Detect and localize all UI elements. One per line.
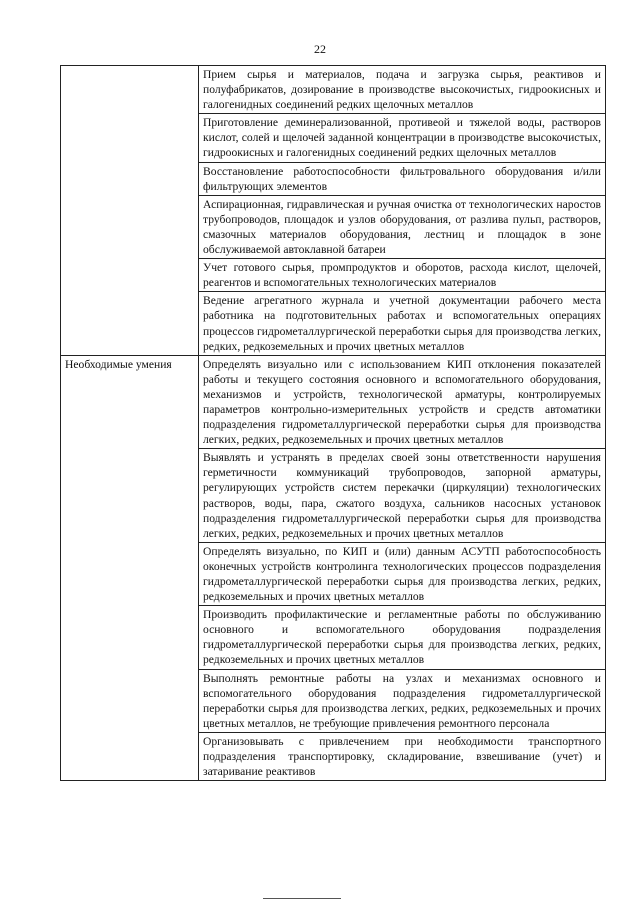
- row-label-empty: [61, 162, 199, 195]
- scan-artifact-line: [263, 898, 341, 899]
- table-cell-text: Организовывать с привлечением при необходимости транспортного подразделения транспортировку, складирование, взвешивание (учет) и затаривание реактивов: [199, 732, 606, 780]
- table-row: [61, 66, 606, 114]
- table-row: [61, 259, 606, 292]
- table-row: [61, 732, 606, 780]
- table-cell-text: Приготовление деминерализованной, противеой и тяжелой воды, растворов кислот, солей и щелочей заданной концентрации в производстве высокочистых, гидроокисных и галогенидных соединений редких щелочных металлов: [199, 114, 606, 162]
- row-label-empty: [61, 542, 199, 605]
- table-row: [61, 114, 606, 162]
- table-cell-text: Аспирационная, гидравлическая и ручная очистка от технологических наростов трубопроводов, площадок и узлов оборудования, от разлива пульп, растворов, смазочных материалов оборудования, лестниц и площадок в зоне обслуживаемой автоклавной батареи: [199, 195, 606, 258]
- table-cell-text: Выявлять и устранять в пределах своей зоны ответственности нарушения герметичности коммуникаций трубопроводов, запорной арматуры, регулирующих устройств систем перекачки (циркуляции) технологических растворов, воды, пара, сжатого воздуха, сальников насосных установок подразделения гидрометаллургической переработки сырья для производства легких, редких, редкоземельных и прочих цветных металлов: [199, 449, 606, 543]
- table-row: [61, 355, 606, 449]
- table-cell-text: Учет готового сырья, промпродуктов и оборотов, расхода кислот, щелочей, реагентов и вспомогательных технологических материалов: [199, 259, 606, 292]
- table-cell-text: Ведение агрегатного журнала и учетной документации рабочего места работника на подготовительных работах и вспомогательных операциях процессов гидрометаллургической переработки сырья для производства легких, редких, редкоземельных и прочих цветных металлов: [199, 292, 606, 355]
- table-row: [61, 449, 606, 543]
- table-row: [61, 542, 606, 605]
- table-cell-text: Восстановление работоспособности фильтровального оборудования и/или фильтрующих элементов: [199, 162, 606, 195]
- row-label-empty: [61, 606, 199, 669]
- competency-table: [60, 65, 606, 781]
- row-label-empty: [61, 449, 199, 543]
- row-label-empty: [61, 259, 199, 292]
- page-number: 22: [314, 42, 326, 56]
- row-label-empty: [61, 114, 199, 162]
- table-cell-text: Определять визуально или с использованием КИП отклонения показателей работы и текущего состояния основного и вспомогательного оборудования, механизмов и устройств, технологической арматуры, контролируемых параметров контрольно-измерительных устройств и средств автоматики подразделения гидрометаллургической переработки сырья для производства легких, редких, редкоземельных и прочих цветных металлов: [199, 355, 606, 449]
- table-row: [61, 162, 606, 195]
- table-row: [61, 669, 606, 732]
- row-label-empty: [61, 732, 199, 780]
- row-label-empty: [61, 292, 199, 355]
- table-row: [61, 292, 606, 355]
- table-row: [61, 195, 606, 258]
- table-cell-text: Производить профилактические и регламентные работы по обслуживанию основного и вспомогательного оборудования подразделения гидрометаллургической переработки сырья для производства легких, редких, редкоземельных и прочих цветных металлов: [199, 606, 606, 669]
- row-label: Необходимые умения: [61, 355, 199, 449]
- row-label-empty: [61, 669, 199, 732]
- row-label: [61, 66, 199, 114]
- table-row: [61, 606, 606, 669]
- table-cell-text: Прием сырья и материалов, подача и загрузка сырья, реактивов и полуфабрикатов, дозирование в производстве высокочистых, гидроокисных и галогенидных соединений редких щелочных металлов: [199, 66, 606, 114]
- table-cell-text: Определять визуально, по КИП и (или) данным АСУТП работоспособность оконечных устройств контролинга технологических процессов подразделения гидрометаллургической переработки сырья для производства легких, редких, редкоземельных и прочих цветных металлов: [199, 542, 606, 605]
- row-label-empty: [61, 195, 199, 258]
- table-cell-text: Выполнять ремонтные работы на узлах и механизмах основного и вспомогательного оборудования подразделения гидрометаллургической переработки сырья для производства легких, редких, редкоземельных и прочих цветных металлов, не требующие привлечения ремонтного персонала: [199, 669, 606, 732]
